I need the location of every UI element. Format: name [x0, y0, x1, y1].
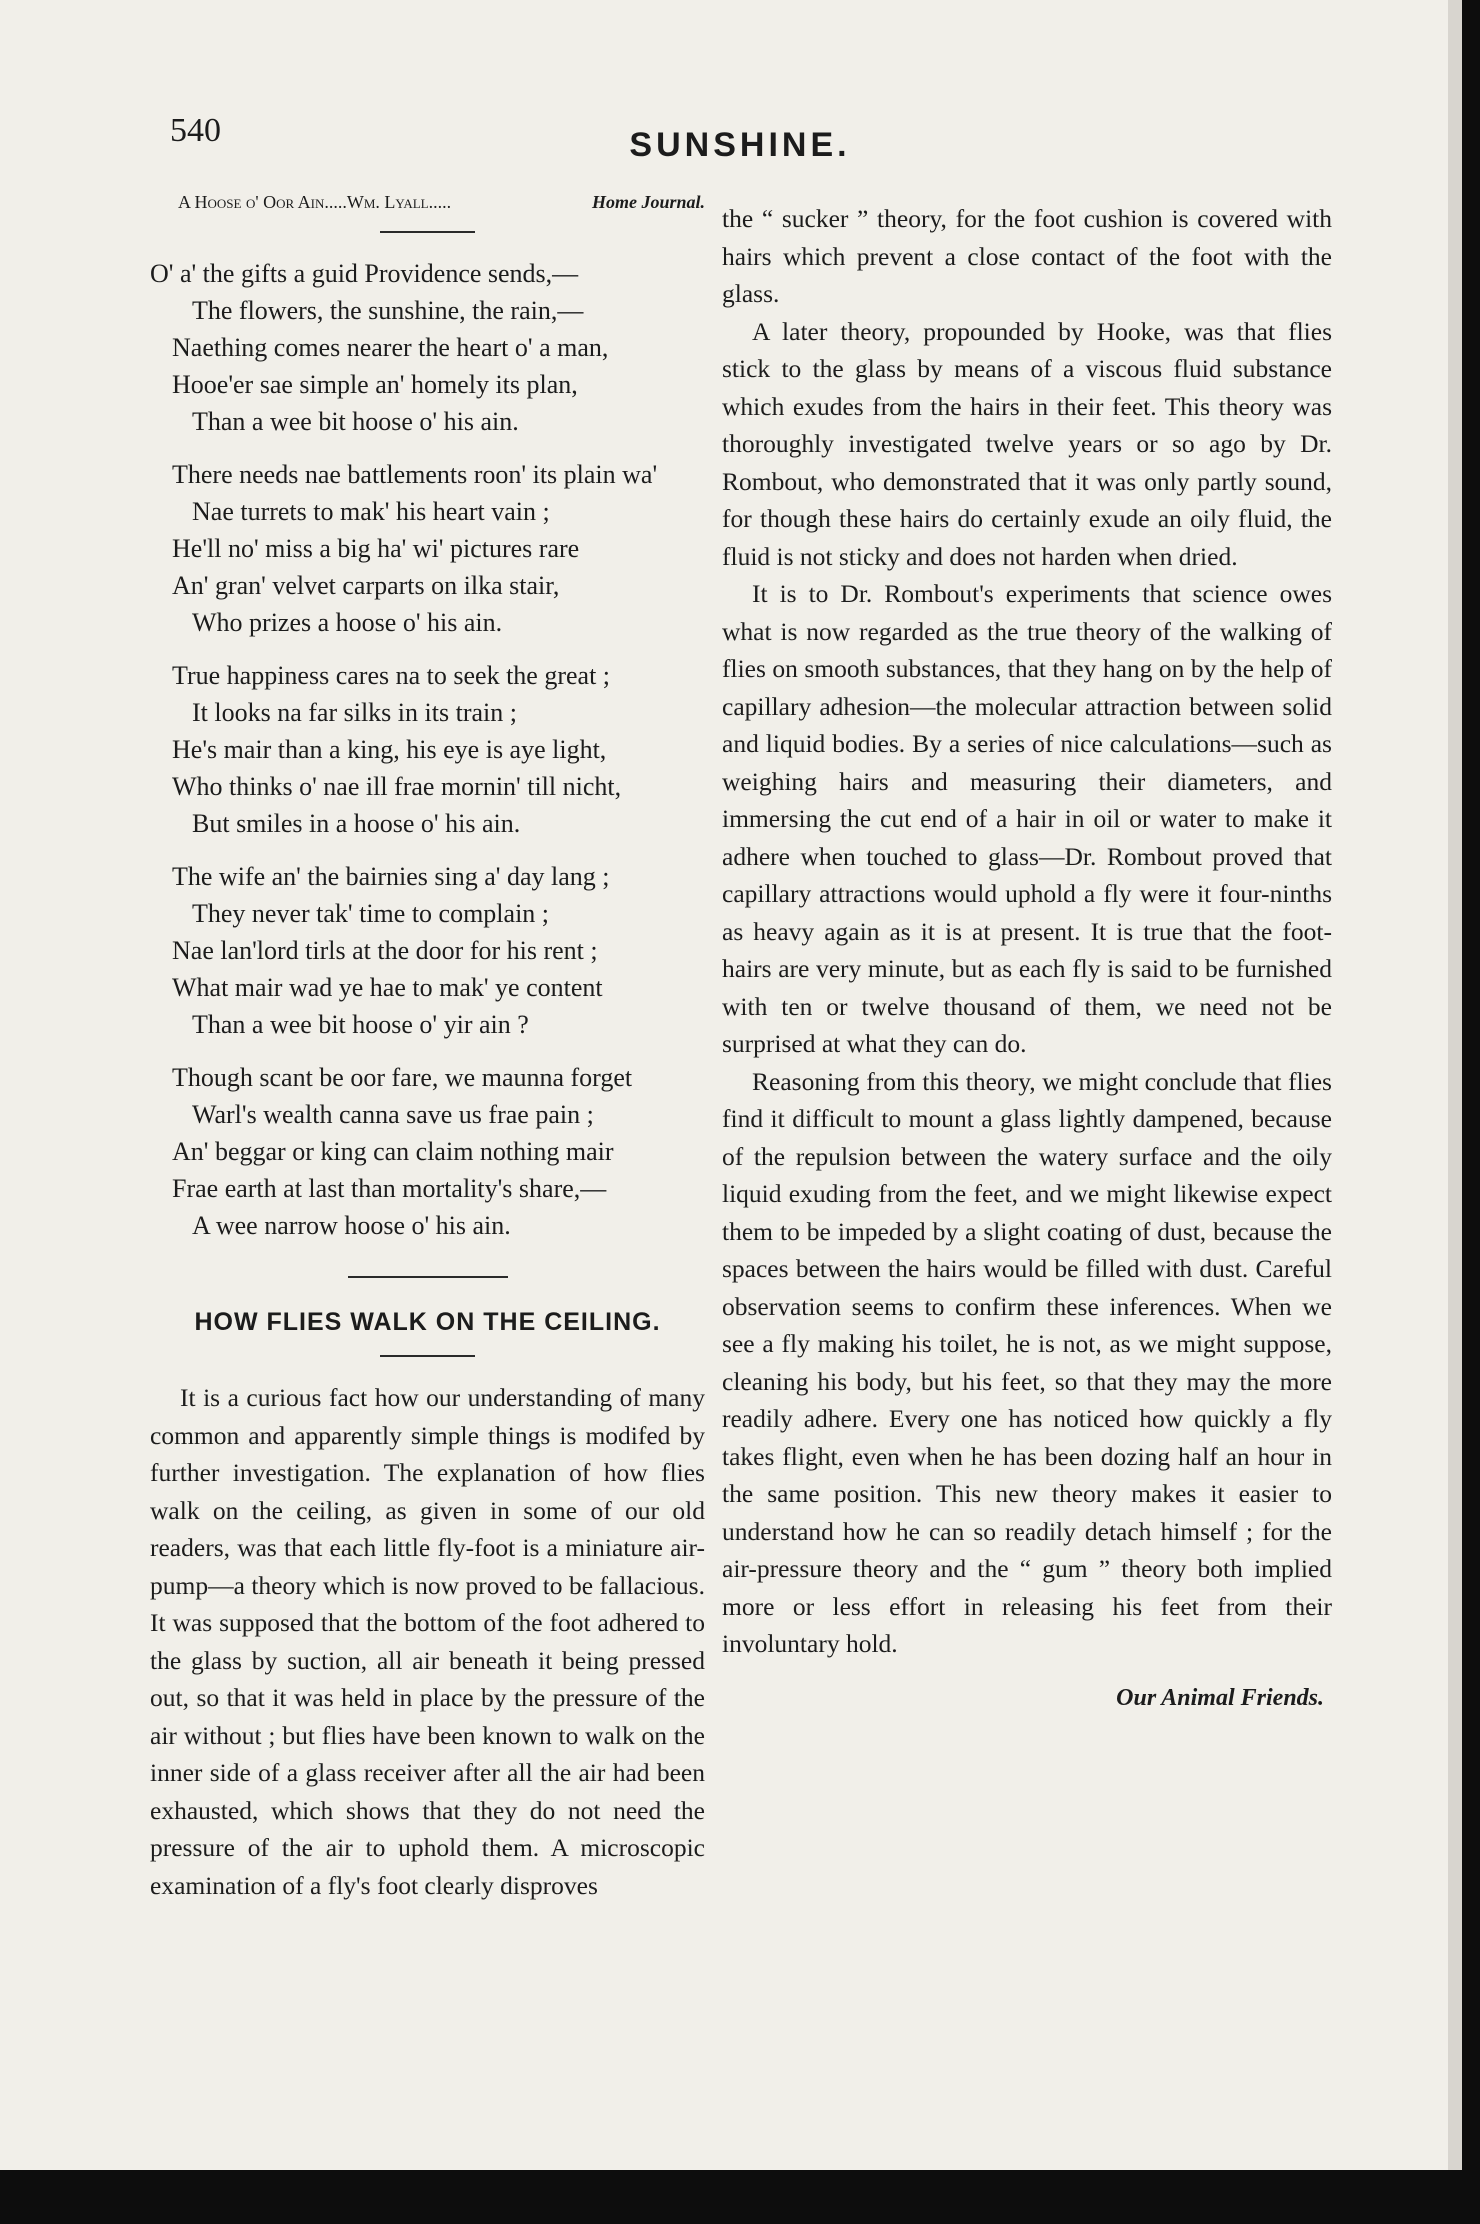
divider [380, 1355, 475, 1357]
article-signature: Our Animal Friends. [1116, 1684, 1324, 1711]
poem-stanza [150, 456, 705, 641]
poem-line: Hooe'er sae simple an' homely its plan, [172, 370, 578, 399]
poem-line: An' beggar or king can claim nothing mair [172, 1137, 614, 1166]
poem-line: It looks na far silks in its train ; [192, 698, 517, 727]
poem-attribution [178, 192, 705, 213]
poem-line: Than a wee bit hoose o' his ain. [192, 407, 519, 436]
poem-line: O' a' the gifts a guid Providence sends,— [150, 259, 579, 288]
poem-stanza [150, 255, 705, 440]
poem-line: But smiles in a hoose o' his ain. [192, 809, 521, 838]
poem-line: They never tak' time to complain ; [192, 899, 550, 928]
article-paragraph: Reasoning from this theory, we might conclude that flies find it difficult to mount a glass lightly dampened, because of the repulsion between the watery surface and the oily liquid exuding from the feet, and we might likewise expect them to be impeded by a slight coating of dust, because the spaces between the hairs would be filled with dust. Careful observation seems to confirm these inferences. When we see a fly making his toilet, he is not, as we might suppose, cleaning his body, but his feet, so that they may the more readily adhere. Every one has noticed how quickly a fly takes flight, even when he has been dozing half an hour in the same position. This new theory makes it easier to understand how he can so readily detach himself ; for the air-pressure theory and the “ gum ” theory both implied more or less effort in releasing his feet from their involuntary hold. [722, 1066, 1332, 1658]
poem-line: An' gran' velvet carparts on ilka stair, [172, 571, 560, 600]
poem-line: What mair wad ye hae to mak' ye content [172, 973, 603, 1002]
page-number: 540 [170, 112, 221, 149]
article-paragraph: It is a curious fact how our understanding of many common and apparently simple things is modifed by further investigation. The explanation of how flies walk on the ceiling, as given in some of our old readers, was that each little fly-foot is a miniature air-pump—a theory which is now proved to be fallacious. It was supposed that the bottom of the foot adhered to the glass by suction, all air beneath it being pressed out, so that it was held in place by the pressure of the air without ; but flies have been known to walk on the inner side of a glass receiver after all the air had been exhausted, which shows that they do not need the pressure of the air to uphold them. A microscopic examination of a fly's foot clearly disproves [150, 1383, 705, 1900]
poem-line: Who thinks o' nae ill frae mornin' till nicht, [172, 772, 622, 801]
poem-line: Who prizes a hoose o' his ain. [192, 608, 503, 637]
poem-stanza [150, 858, 705, 1043]
poem-line: The flowers, the sunshine, the rain,— [192, 296, 584, 325]
article-paragraph: A later theory, propounded by Hooke, was that flies stick to the glass by means of a viscous fluid substance which exudes from the hairs in their feet. This theory was thoroughly investigated twelve years or so ago by Dr. Rombout, who demonstrated that it was only partly sound, for though these hairs do certainly exude an oily fluid, the fluid is not sticky and does not harden when dried. [722, 316, 1332, 571]
poem-stanza [150, 1059, 705, 1244]
poem-line: Than a wee bit hoose o' yir ain ? [192, 1010, 529, 1039]
poem-line: Nae turrets to mak' his heart vain ; [192, 497, 550, 526]
poem-line: The wife an' the bairnies sing a' day lang ; [172, 862, 610, 891]
running-head: SUNSHINE. [629, 126, 851, 164]
right-column [722, 200, 1332, 1712]
article-paragraph: It is to Dr. Rombout's experiments that science owes what is now regarded as the true theory of the walking of flies on smooth substances, that they hang on by the help of capillary adhesion—the molecular attraction between solid and liquid bodies. By a series of nice calculations—such as weighing hairs and measuring their diameters, and immersing the cut end of a hair in oil or water to make it adhere when touched to glass—Dr. Rombout proved that capillary attractions would uphold a fly were it four-ninths as heavy again as it is at present. It is true that the foot-hairs are very minute, but as each fly is said to be furnished with ten or twelve thousand of them, we need not be surprised at what they can do. [722, 579, 1332, 1058]
left-column [150, 192, 705, 1904]
poem-line: Nae lan'lord tirls at the door for his rent ; [172, 936, 598, 965]
article-paragraph: the “ sucker ” theory, for the foot cushion is covered with hairs which prevent a close contact of the foot with the glass. [722, 204, 1332, 308]
article-title: HOW FLIES WALK ON THE CEILING. [194, 1308, 661, 1336]
poem-line: A wee narrow hoose o' his ain. [192, 1211, 511, 1240]
poem-title-author: A Hoose o' Oor Ain.....Wm. Lyall..... [178, 192, 452, 212]
divider [380, 231, 475, 233]
poem [150, 255, 705, 1244]
poem-line: He'll no' miss a big ha' wi' pictures rare [172, 534, 580, 563]
poem-source: Home Journal. [591, 192, 705, 212]
page-edge [1448, 0, 1462, 2170]
poem-stanza [150, 657, 705, 842]
poem-line: There needs nae battlements roon' its plain wa' [172, 460, 658, 489]
poem-line: Warl's wealth canna save us frae pain ; [192, 1100, 594, 1129]
poem-line: Naething comes nearer the heart o' a man, [172, 333, 609, 362]
poem-line: He's mair than a king, his eye is aye light, [172, 735, 607, 764]
poem-line: True happiness cares na to seek the great ; [172, 661, 611, 690]
poem-line: Frae earth at last than mortality's share,— [172, 1174, 607, 1203]
poem-line: Though scant be oor fare, we maunna forget [172, 1063, 633, 1092]
divider [348, 1276, 508, 1278]
